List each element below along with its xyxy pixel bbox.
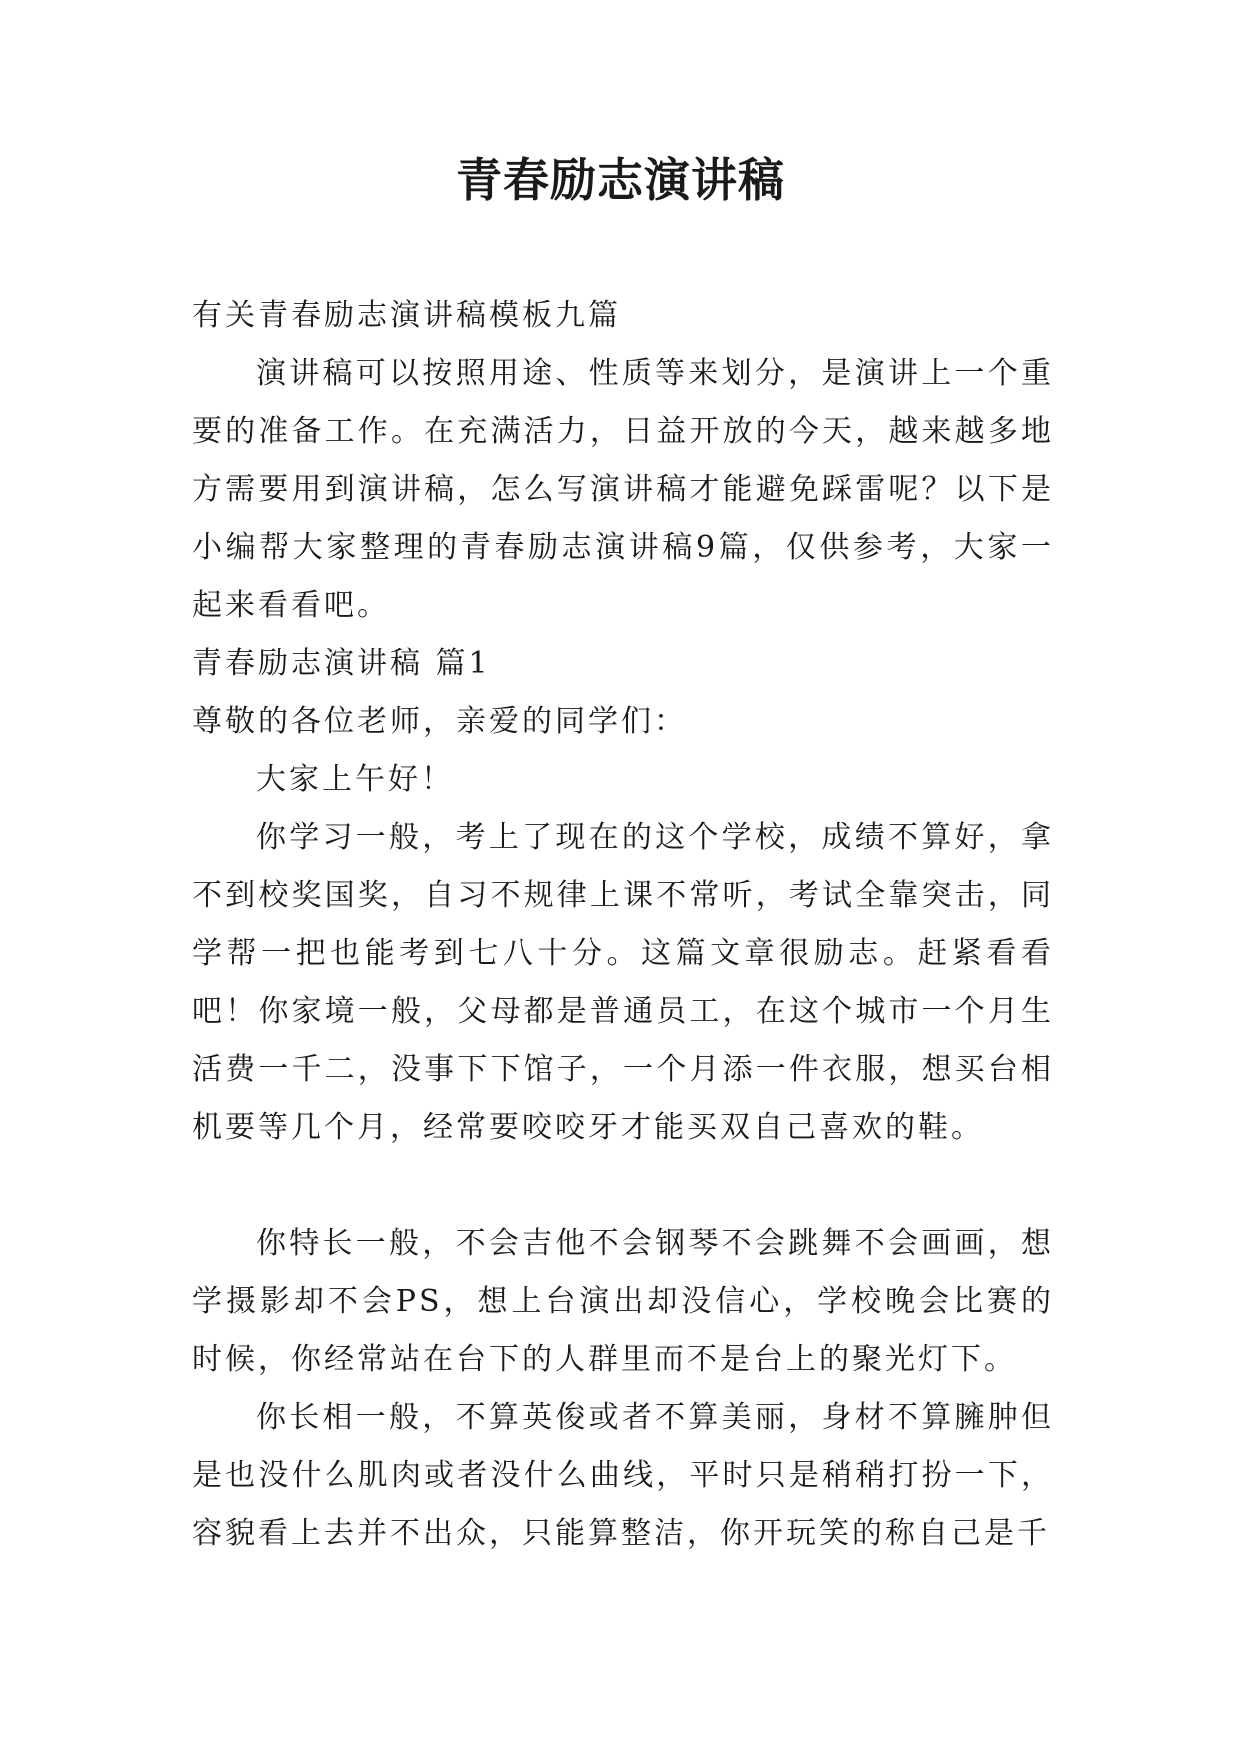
greeting-paragraph: 大家上午好！: [256, 762, 454, 797]
paragraph-spacer: [192, 1157, 1054, 1215]
body-paragraph: 你特长一般，不会吉他不会钢琴不会跳舞不会画画，想学摄影却不会PS，想上台演出却没信心，学校晚会比赛的时候，你经常站在台下的人群里而不是台上的聚光灯下。: [192, 1226, 1054, 1377]
salutation-paragraph: 尊敬的各位老师，亲爱的同学们：: [192, 704, 687, 739]
section-heading: 青春励志演讲稿 篇1: [192, 646, 491, 681]
document-body: [192, 287, 1054, 1563]
body-paragraph: 你学习一般，考上了现在的这个学校，成绩不算好，拿不到校奖国奖，自习不规律上课不常听，考试全靠突击，同学帮一把也能考到七八十分。这篇文章很励志。赶紧看看吧！你家境一般，父母都是普通员工，在这个城市一个月生活费一千二，没事下下馆子，一个月添一件衣服，想买台相机要等几个月，经常要咬咬牙才能买双自己喜欢的鞋。: [192, 820, 1054, 1145]
intro-paragraph: 演讲稿可以按照用途、性质等来划分，是演讲上一个重要的准备工作。在充满活力，日益开放的今天，越来越多地方需要用到演讲稿，怎么写演讲稿才能避免踩雷呢？以下是小编帮大家整理的青春励志演讲稿9篇，仅供参考，大家一起来看看吧。: [192, 356, 1054, 623]
body-paragraph: 你长相一般，不算英俊或者不算美丽，身材不算臃肿但是也没什么肌肉或者没什么曲线，平时只是稍稍打扮一下，容貌看上去并不出众，只能算整洁，你开玩笑的称自己是千: [192, 1400, 1054, 1551]
subtitle-paragraph: 有关青春励志演讲稿模板九篇: [192, 298, 621, 333]
document-title: 青春励志演讲稿: [456, 153, 785, 207]
